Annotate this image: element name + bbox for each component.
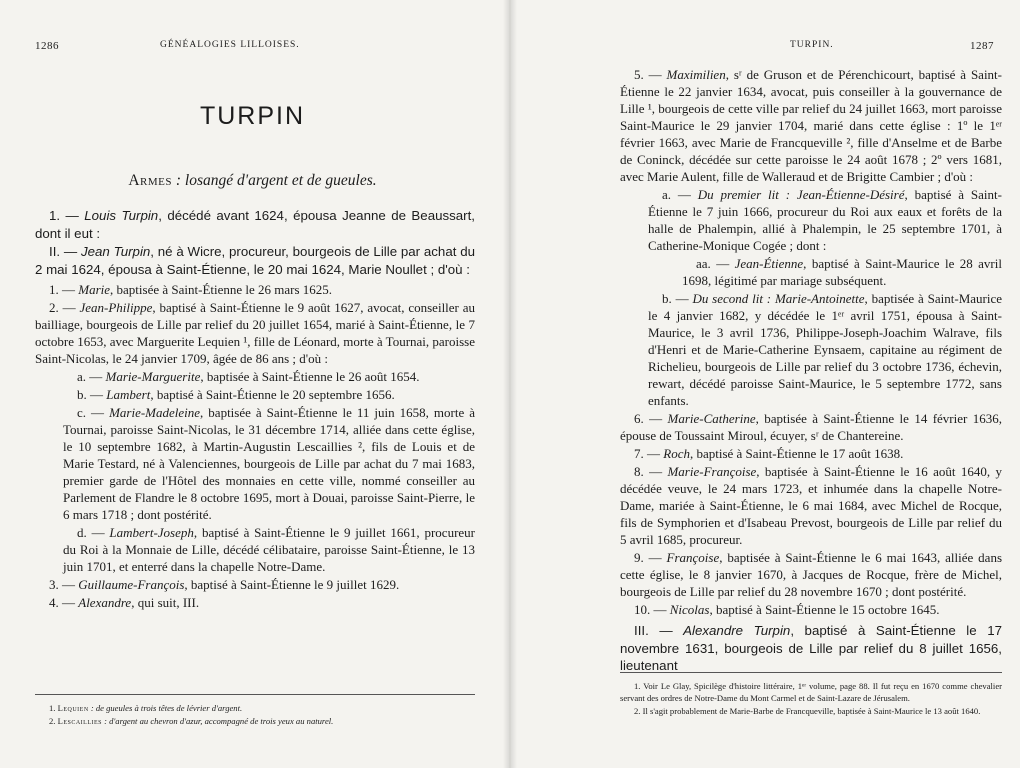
left-running-head: GÉNÉALOGIES LILLOISES. [160, 40, 300, 50]
genealogy-entry: 9. — Françoise, baptisée à Saint-Étienne le 6 mai 1643, alliée dans cette église, le 8 janvier 1670, à Jacques de Rocque, frère de Michel, bourgeois de Lille par relief du 28 novembre 1670 ; dont postérité. [620, 550, 1003, 599]
genealogy-entry: 3. — Guillaume-François, baptisé à Saint-Étienne le 9 juillet 1629. [49, 577, 400, 592]
right-page-number: 1287 [970, 40, 994, 52]
genealogy-entry: 4. — Alexandre, qui suit, III. [49, 595, 200, 610]
left-page-number: 1286 [35, 40, 59, 52]
genealogy-entry: 1. — Louis Turpin, décédé avant 1624, épousa Jeanne de Beaussart, dont il eut : [35, 208, 475, 241]
footnote: 2. Lescaillies : d'argent au chevron d'azur, accompagné de trois yeux au naturel. [49, 716, 334, 726]
left-body [35, 207, 475, 612]
footnote: 1. Lequien : de gueules à trois têtes de lévrier d'argent. [49, 703, 243, 713]
right-body [620, 66, 1002, 676]
genealogy-entry: 5. — Maximilien, sʳ de Gruson et de Pérenchicourt, baptisé à Saint-Étienne le 22 janvier 1634, avocat, puis conseiller à la gouvernance de Lille ¹, bourgeois de cette ville par relief du 24 juillet 1663, mort paroisse Saint-Maurice le 29 janvier 1704, marié dans cette église : 1º le 1ᵉʳ février 1663, avec Marie de Francqueville ², fille d'Anselme et de Barbe de Coninck, décédée sur cette paroisse le 24 août 1678 ; 2º vers 1681, avec Marie Aulent, fille de Walleraud et de Brigitte Cambier ; d'où : [620, 67, 1003, 184]
genealogy-entry: 10. — Nicolas, baptisé à Saint-Étienne le 15 octobre 1645. [634, 602, 940, 617]
arms-label: Armes [128, 172, 172, 189]
genealogy-entry: 6. — Marie-Catherine, baptisée à Saint-Étienne le 14 février 1636, épouse de Toussaint Miroul, écuyer, sʳ de Chantereine. [620, 411, 1002, 443]
right-running-head: TURPIN. [790, 40, 834, 50]
genealogy-entry: b. — Lambert, baptisé à Saint-Étienne le 20 septembre 1656. [77, 387, 395, 402]
footnote-rule [620, 672, 1002, 673]
left-footnotes [35, 702, 475, 728]
genealogy-entry: b. — Du second lit : Marie-Antoinette, baptisée à Saint-Maurice le 4 janvier 1682, y décédée le 1ᵉʳ avril 1751, épousa à Saint-Maurice, le 3 avril 1736, Philippe-Joseph-Joachim Walrave, fils d'Henri et de Marie-Catherine Eynsaem, capitaine au régiment de Richelieu, bourgeois de Lille par relief du 3 octobre 1736, échevin, rewart, décédé paroisse Saint-Maurice, le 5 septembre 1772, sans enfants. [648, 291, 1003, 408]
footnote: 1. Voir Le Glay, Spicilège d'histoire littéraire, 1ᵉʳ volume, page 88. Il fut reçu en 1670 comme chevalier servant des ordres de Notre-Dame du Mont Carmel et de Saint-Lazare de Jérusalem. [620, 681, 1002, 703]
footnote: 2. Il s'agit probablement de Marie-Barbe de Francqueville, baptisée à Saint-Maurice le 13 août 1640. [634, 706, 981, 716]
genealogy-entry: c. — Marie-Madeleine, baptisée à Saint-Étienne le 11 juin 1658, morte à Tournai, paroisse Saint-Nicolas, le 31 décembre 1714, alliée dans cette église, le 10 septembre 1682, à Martin-Augustin Lescaillies ², fils de Louis et de Marie Testard, né à Valenciennes, bourgeois de Lille par achat du 7 mai 1683, premier garde de l'Hôtel des monnaies en cette ville, nommé conseiller au Parlement de Flandre le 8 octobre 1695, mort à Douai, paroisse Saint-Pierre, le 6 mars 1718 ; dont postérité. [63, 405, 475, 522]
arms-line [0, 172, 505, 190]
genealogy-entry: a. — Marie-Marguerite, baptisée à Saint-Étienne le 26 août 1654. [77, 369, 420, 384]
genealogy-entry: 2. — Jean-Philippe, baptisé à Saint-Étienne le 9 août 1627, avocat, conseiller au bailliage, bourgeois de Lille par relief du 20 juillet 1654, marié à Saint-Étienne, le 7 octobre 1653, avec Marguerite Lequien ¹, fille de Léonard, morte à Tournai, paroisse Saint-Nicolas, le 24 janvier 1709, âgée de 86 ans ; d'où : [35, 300, 476, 366]
genealogy-entry: 7. — Roch, baptisé à Saint-Étienne le 17 août 1638. [634, 446, 904, 461]
arms-text: : losangé d'argent et de gueules. [172, 172, 377, 189]
footnote-rule [35, 694, 475, 695]
right-page [515, 0, 1020, 768]
genealogy-entry: aa. — Jean-Étienne, baptisé à Saint-Maurice le 28 avril 1698, légitimé par mariage subséquent. [682, 256, 1002, 288]
genealogy-entry: a. — Du premier lit : Jean-Étienne-Désiré, baptisé à Saint-Étienne le 7 juin 1666, procureur du Roi aux eaux et forêts de la halle de Phalempin, allié à Phalempin, le 25 septembre 1701, à Catherine-Monique Cogée ; dont : [648, 187, 1002, 253]
genealogy-entry: 8. — Marie-Françoise, baptisée à Saint-Étienne le 16 août 1640, y décédée veuve, le 24 mars 1723, et inhumée dans la chapelle Notre-Dame, mariée à Saint-Étienne, le 6 mai 1684, avec Michel de Rocque, fils de Symphorien et d'Isabeau Prevost, bourgeois de Lille par relief du 5 avril 1685, procureur. [620, 464, 1003, 547]
genealogy-entry: II. — Jean Turpin, né à Wicre, procureur, bourgeois de Lille par achat du 2 mai 1624, épousa à Saint-Étienne, le 20 mai 1624, Marie Noullet ; d'où : [35, 244, 475, 277]
family-title: TURPIN [199, 102, 306, 130]
genealogy-entry: d. — Lambert-Joseph, baptisé à Saint-Étienne le 9 juillet 1661, procureur du Roi à la Monnaie de Lille, décédé célibataire, paroisse Saint-Étienne, le 13 juin 1701, et enterré dans la chapelle Notre-Dame. [63, 525, 476, 574]
right-footnotes [620, 680, 1002, 718]
genealogy-entry: III. — Alexandre Turpin, baptisé à Saint-Étienne le 17 novembre 1631, bourgeois de Lille par relief du 8 juillet 1656, lieutenant [620, 623, 1002, 673]
genealogy-entry: 1. — Marie, baptisée à Saint-Étienne le 26 mars 1625. [49, 282, 333, 297]
left-page [0, 0, 505, 768]
